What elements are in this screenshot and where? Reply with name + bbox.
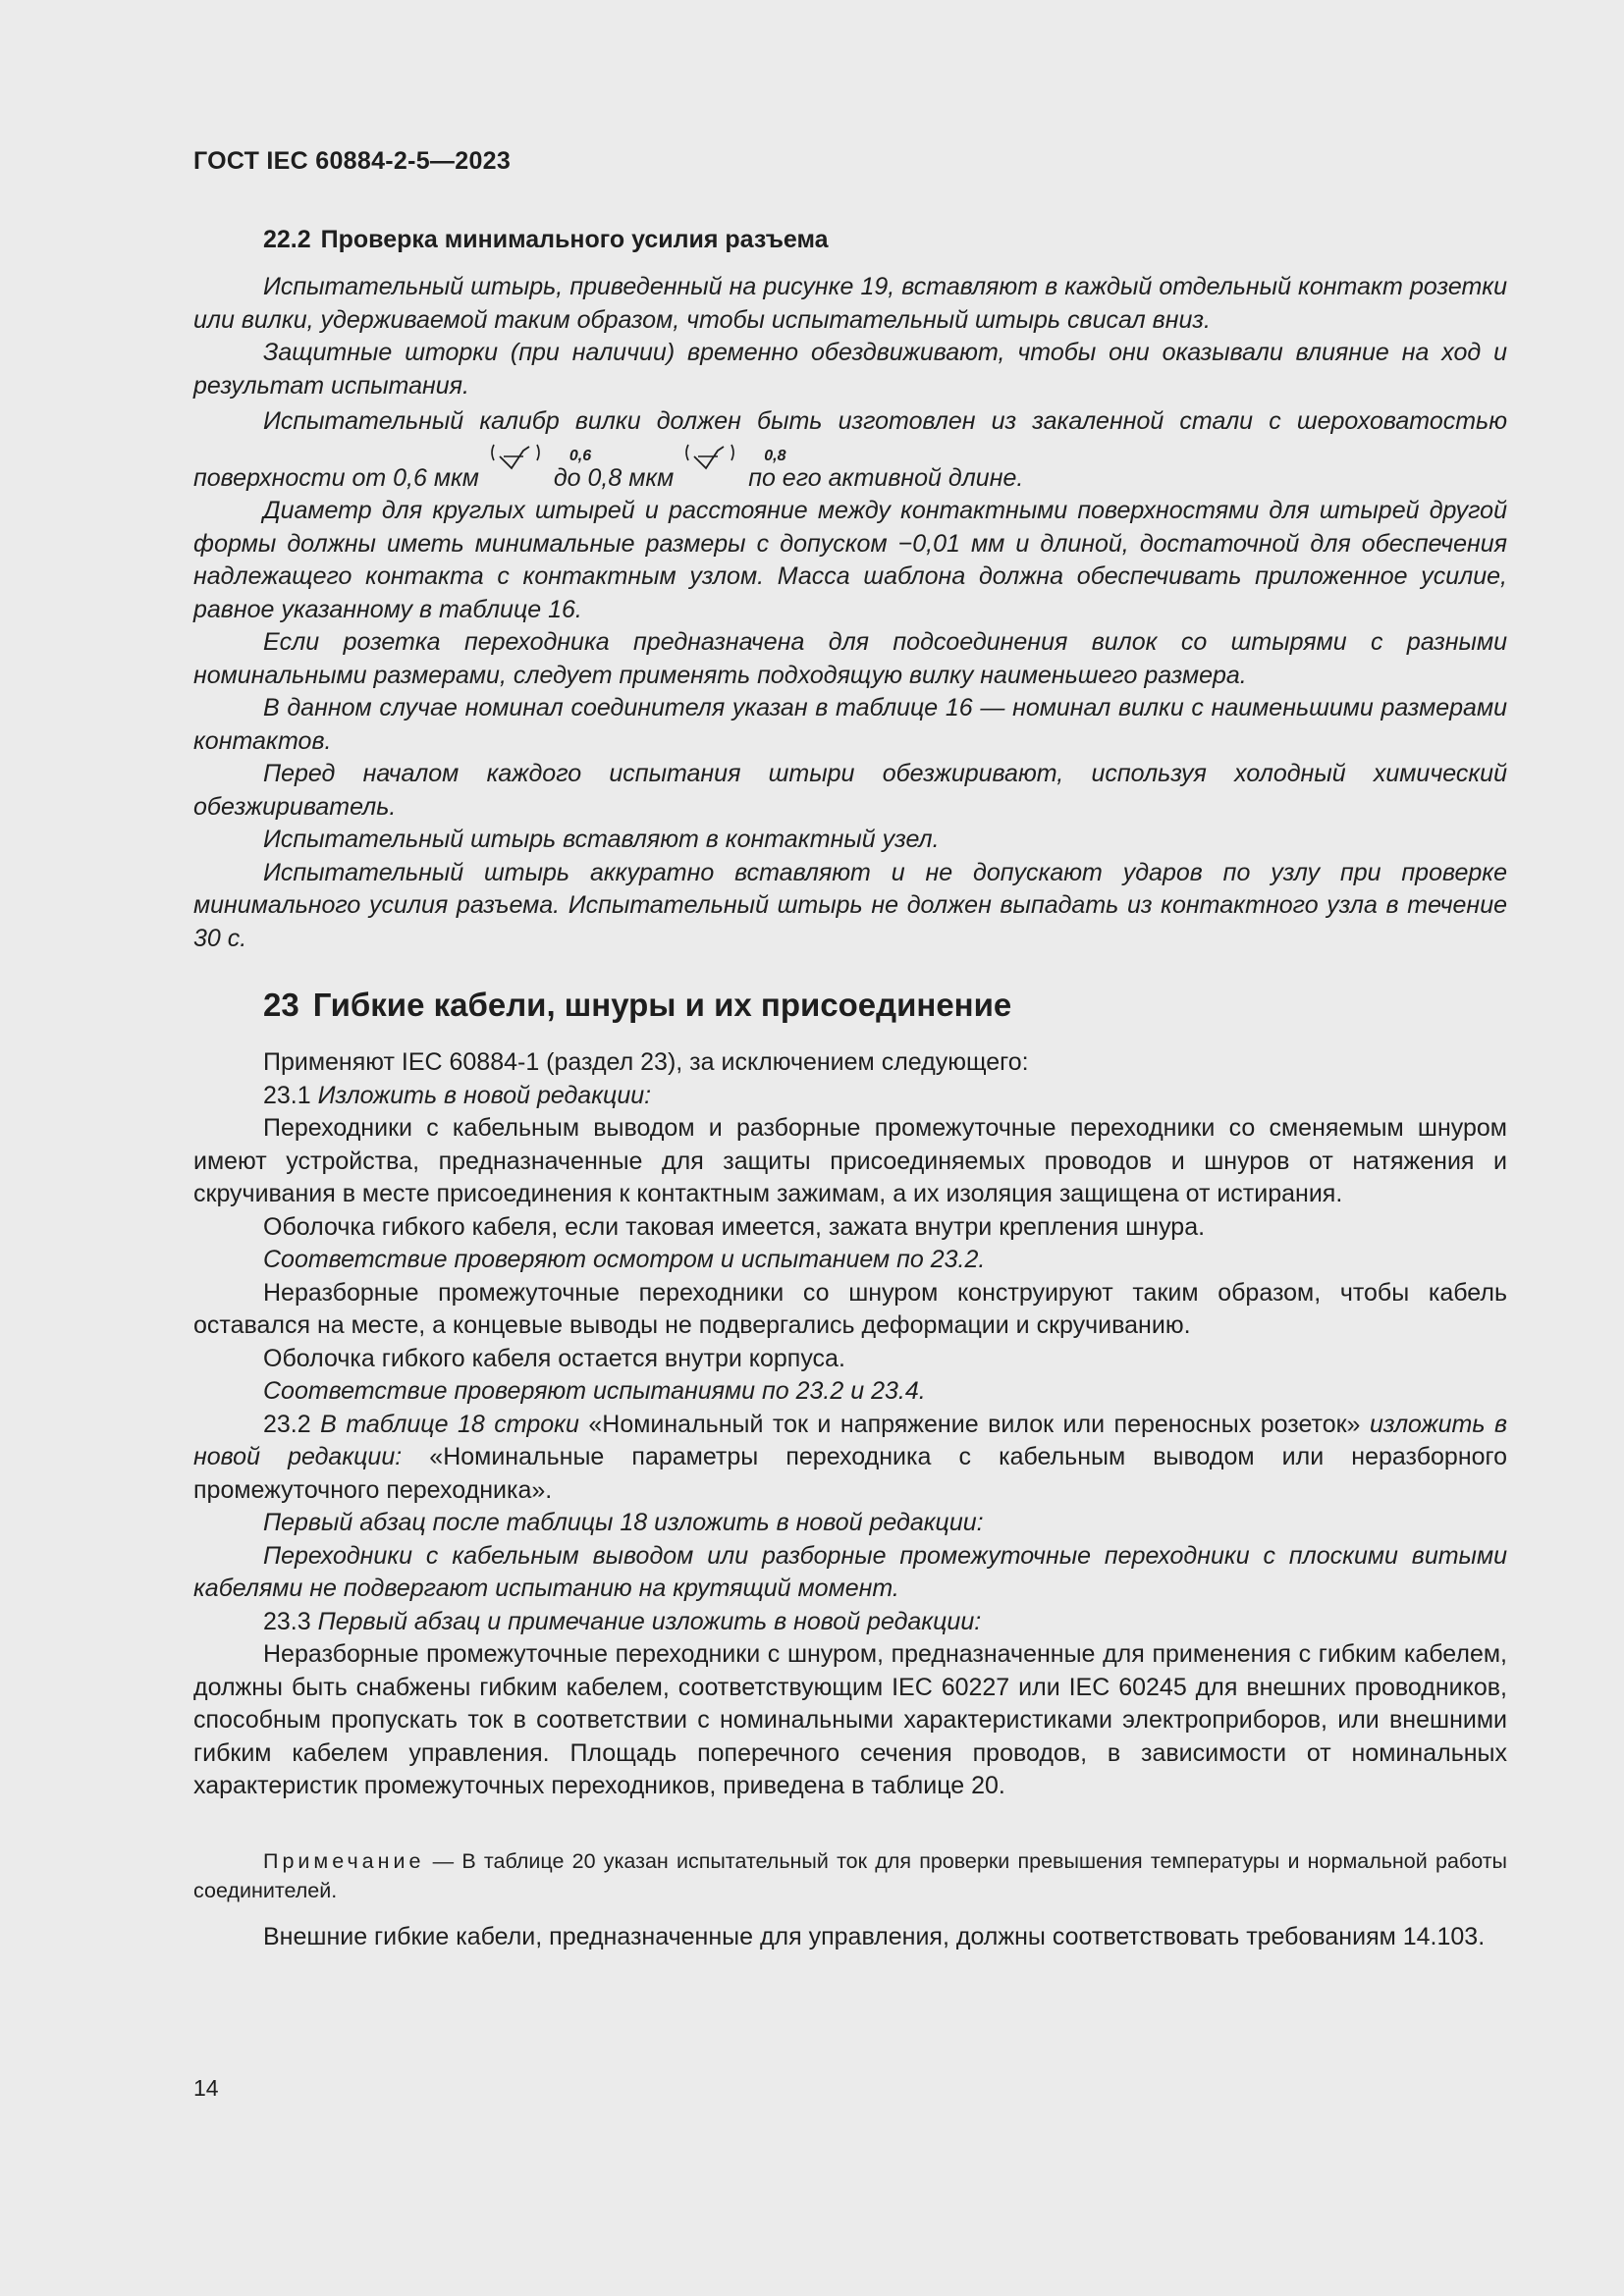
clause-instruction: Первый абзац и примечание изложить в новой редакции:	[317, 1607, 982, 1635]
clause-number: 23.1	[263, 1081, 311, 1109]
paragraph: Неразборные промежуточные переходники со шнуром конструируют таким образом, чтобы кабель оставался на месте, а концевые выводы не подвергались деформации и скручиванию.	[193, 1278, 1507, 1339]
paragraph-text: Испытательный калибр вилки должен быть изготовлен из закаленной стали с шероховатостью поверхности от 0,6 мкм	[193, 407, 1507, 492]
roughness-symbol-icon	[486, 441, 592, 480]
paragraph: Первый абзац после таблицы 18 изложить в новой редакции:	[263, 1509, 984, 1536]
closing-paragraph-block	[193, 1921, 1507, 1954]
section-number: 22.2	[263, 226, 311, 253]
paragraph-text: по его активной длине.	[748, 464, 1024, 492]
note-text: — В таблице 20 указан испытательный ток для проверки превышения температуры и нормальной работы соединителей.	[193, 1849, 1507, 1902]
paragraph: Диаметр для круглых штырей и расстояние между контактными поверхностями для штырей другой формы должны иметь минимальные размеры с допуском −0,01 мм и длиной, достаточной для обеспечения надлежащего контакта с контактным узлом. Масса шаблона должна обеспечивать приложенное усилие, равное указанному в таблице 16.	[193, 497, 1507, 623]
document-code-header: ГОСТ IEC 60884-2-5—2023	[193, 147, 512, 175]
paragraph: Испытательный штырь вставляют в контактный узел.	[263, 826, 940, 853]
clause-instruction: Изложить в новой редакции:	[317, 1081, 652, 1109]
clause-instruction: В таблице 18 строки	[320, 1410, 579, 1438]
paragraph: Переходники с кабельным выводом или разборные промежуточные переходники с плоскими витыми кабелями не подвергают испытанию на крутящий момент.	[193, 1541, 1507, 1602]
paragraph: Испытательный штырь аккуратно вставляют и не допускают ударов по узлу при проверке минимального усилия разъема. Испытательный штырь не должен выпадать из контактного узла в течение 30 с.	[193, 858, 1507, 952]
roughness-value: 0,8	[764, 448, 786, 464]
clause-instruction: изложить в новой редакции:	[193, 1410, 1508, 1470]
paragraph: Перед началом каждого испытания штыри обезжиривают, используя холодный химический обезжириватель.	[193, 760, 1507, 821]
paragraph	[193, 1606, 1507, 1639]
quoted-text: «Номинальный ток и напряжение вилок или переносных розеток»	[588, 1410, 1361, 1438]
section-title: Проверка минимального усилия разъема	[320, 226, 829, 253]
section-22-2-body	[193, 271, 1507, 955]
note-label: Примечание	[263, 1849, 425, 1873]
paragraph: Неразборные промежуточные переходники с шнуром, предназначенные для применения с гибким кабелем, должны быть снабжены гибким кабелем, соответствующим IEC 60227 или IEC 60245 для внешних проводников, способным пропускать ток в соответствии с номинальными характеристиками электроприборов, или внешними гибким кабелем управления. Площадь поперечного сечения проводов, в зависимости от номинальных характеристик промежуточных переходников, приведена в таблице 20.	[193, 1640, 1507, 1799]
paragraph: Защитные шторки (при наличии) временно обездвиживают, чтобы они оказывали влияние на ход и результат испытания.	[193, 339, 1507, 400]
paragraph: Соответствие проверяют осмотром и испытанием по 23.2.	[263, 1246, 986, 1273]
paragraph: Переходники с кабельным выводом и разборные промежуточные переходники со сменяемым шнуром имеют устройства, предназначенные для защиты присоединяемых проводов и шнуров от натяжения и скручивания в месте присоединения к контактным зажимам, а их изоляция защищена от истирания.	[193, 1114, 1507, 1207]
section-23-heading	[263, 987, 1011, 1024]
paragraph: В данном случае номинал соединителя указан в таблице 16 — номинал вилки с наименьшими размерами контактов.	[193, 694, 1507, 755]
paragraph-text: до 0,8 мкм	[553, 464, 675, 492]
note-block	[193, 1846, 1507, 1905]
paragraph: Оболочка гибкого кабеля, если таковая имеется, зажата внутри крепления шнура.	[263, 1212, 1206, 1241]
paragraph: Применяют IEC 60884-1 (раздел 23), за исключением следующего:	[263, 1048, 1029, 1076]
page-number: 14	[193, 2075, 219, 2101]
section-22-2-heading	[263, 226, 829, 254]
quoted-text: «Номинальные параметры переходника с кабельным выводом или неразборного промежуточного переходника».	[193, 1443, 1507, 1504]
paragraph: Внешние гибкие кабели, предназначенные для управления, должны соответствовать требованиям 14.103.	[263, 1923, 1486, 1950]
roughness-symbol-icon	[680, 441, 786, 480]
paragraph	[193, 402, 1507, 498]
paragraph: Соответствие проверяют испытаниями по 23.2 и 23.4.	[263, 1377, 926, 1405]
section-title: Гибкие кабели, шнуры и их присоединение	[312, 987, 1012, 1023]
clause-number: 23.3	[263, 1607, 311, 1635]
paragraph	[193, 1409, 1507, 1508]
paragraph: Оболочка гибкого кабеля остается внутри корпуса.	[263, 1344, 845, 1372]
section-23-body	[193, 1046, 1507, 1803]
section-number: 23	[263, 987, 299, 1023]
roughness-value: 0,6	[568, 448, 592, 464]
paragraph	[193, 1080, 1507, 1113]
clause-number: 23.2	[263, 1410, 311, 1438]
paragraph: Испытательный штырь, приведенный на рисунке 19, вставляют в каждый отдельный контакт розетки или вилки, удерживаемой таким образом, чтобы испытательный штырь свисал вниз.	[193, 273, 1507, 334]
paragraph: Если розетка переходника предназначена для подсоединения вилок со штырями с разными номинальными размерами, следует применять подходящую вилку наименьшего размера.	[193, 628, 1507, 689]
note-paragraph	[193, 1846, 1507, 1905]
